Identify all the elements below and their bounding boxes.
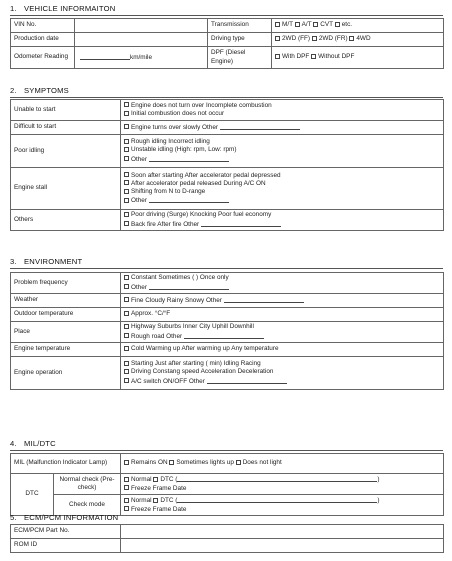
s3-options-4[interactable] (121, 343, 444, 357)
option-line[interactable] (124, 102, 440, 110)
section-2-rule (10, 97, 443, 98)
s2-options-3[interactable] (121, 168, 444, 210)
option-text: Soon after starting After accelerator pedal depressed (131, 171, 281, 179)
s2-options-1[interactable] (121, 121, 444, 135)
environment-table (10, 272, 444, 390)
check-mode-label: Check mode (54, 495, 121, 516)
checkbox-icon[interactable] (124, 346, 129, 351)
section-1-rule (10, 15, 443, 16)
option-text: Cold Warming up After warming up Any temperature (131, 345, 279, 353)
option-line[interactable] (124, 180, 440, 188)
option-text: Starting Just after starting ( min) Idling Racing (131, 360, 261, 368)
option-line[interactable] (124, 211, 440, 219)
s3-options-0[interactable] (121, 273, 444, 294)
option-text: Other (131, 197, 147, 205)
checkbox-icon[interactable] (124, 156, 129, 161)
option-text: Initial combustion does not occur (131, 110, 225, 117)
s3-label-0: Problem frequency (11, 273, 121, 294)
checkbox-icon[interactable] (124, 297, 129, 302)
odometer-field[interactable]: km/mile (75, 47, 208, 69)
option-text: Other (131, 155, 147, 163)
s3-options-5[interactable] (121, 357, 444, 390)
option-text: Fine Cloudy Rainy Snowy Other (131, 296, 222, 304)
checkbox-icon[interactable] (124, 198, 129, 203)
section-5-title: 5. ECM/PCM INFORMATION (10, 513, 119, 522)
option-line[interactable] (124, 377, 440, 386)
driving-type-options[interactable]: 2WD (FF) 2WD (FR) 4WD (272, 33, 444, 47)
option-text: Driving Constang speed Acceleration Deceleration (131, 368, 274, 376)
option-line[interactable] (124, 123, 440, 132)
option-line[interactable] (124, 310, 440, 318)
s2-label-1: Difficult to start (11, 121, 121, 135)
fill-line[interactable] (220, 123, 300, 130)
s2-options-2[interactable] (121, 135, 444, 168)
transmission-label: Transmission (208, 19, 272, 33)
s2-options-4[interactable] (121, 210, 444, 231)
checkbox-icon[interactable] (124, 221, 129, 226)
vin-field[interactable] (75, 19, 208, 33)
option-text: Rough road Other (131, 332, 183, 340)
section-3-title: 3. ENVIRONMENT (10, 257, 83, 266)
checkbox-icon[interactable] (124, 111, 129, 116)
checkbox-icon[interactable] (124, 212, 129, 217)
fill-line[interactable] (184, 332, 264, 339)
checkbox-icon[interactable] (124, 189, 129, 194)
dpf-options[interactable]: With DPF Without DPF (272, 47, 444, 69)
checkbox-icon[interactable] (124, 333, 129, 338)
s2-label-3: Engine stall (11, 168, 121, 210)
option-text: Constant Sometimes ( ) Once only (131, 274, 229, 282)
checkbox-icon[interactable] (124, 102, 129, 107)
option-text: A/C switch ON/OFF Other (131, 377, 205, 385)
option-line[interactable] (124, 146, 440, 154)
fill-line[interactable] (149, 155, 229, 162)
checkbox-icon[interactable] (124, 369, 129, 374)
odometer-label: Odometer Reading (11, 47, 75, 69)
s2-options-0[interactable] (121, 100, 444, 121)
s2-label-4: Others (11, 210, 121, 231)
s3-label-4: Engine temperature (11, 343, 121, 357)
option-line[interactable] (124, 274, 440, 282)
option-line[interactable] (124, 368, 440, 376)
checkbox-icon[interactable] (124, 172, 129, 177)
checkbox-icon[interactable] (124, 378, 129, 383)
fill-line[interactable] (207, 377, 287, 384)
normal-check-options[interactable]: Normal DTC ( ) Freeze Frame Date (121, 474, 444, 495)
s3-options-3[interactable] (121, 322, 444, 343)
symptoms-table (10, 99, 444, 231)
option-text: After accelerator pedal released During A/C ON (131, 179, 266, 187)
s3-label-5: Engine operation (11, 357, 121, 390)
normal-check-label: Normal check (Pre-check) (54, 474, 121, 495)
checkbox-icon[interactable] (124, 124, 129, 129)
fill-line[interactable] (149, 196, 229, 203)
option-text: Other (131, 283, 147, 291)
option-line[interactable] (124, 188, 440, 196)
option-text: Poor driving (Surge) Knocking Poor fuel economy (131, 211, 272, 219)
s3-label-3: Place (11, 322, 121, 343)
option-line[interactable] (124, 110, 440, 118)
option-text: Shifting from N to D-range (131, 188, 206, 195)
section-1-title: 1. VEHICLE INFORMAITON (10, 4, 116, 13)
option-line[interactable] (124, 196, 440, 205)
check-mode-options[interactable]: Normal DTC ( ) Freeze Frame Date (121, 495, 444, 516)
option-text: Approx. °C/°F (131, 310, 171, 318)
checkbox-icon[interactable] (124, 311, 129, 316)
option-line[interactable] (124, 172, 440, 180)
dpf-label: DPF (Diesel Engine) (208, 47, 272, 69)
production-date-field[interactable] (75, 33, 208, 47)
checkbox-icon[interactable] (124, 147, 129, 152)
s2-label-2: Poor idling (11, 135, 121, 168)
s3-label-2: Outdoor temperature (11, 308, 121, 322)
transmission-options[interactable]: M/T A/T CVT etc. (272, 19, 444, 33)
s3-label-1: Weather (11, 294, 121, 308)
option-line[interactable] (124, 332, 440, 341)
option-line[interactable] (124, 296, 440, 305)
ecm-part-field[interactable] (121, 525, 444, 539)
option-text: Engine does not turn over Incomplete combustion (131, 101, 272, 109)
fill-line[interactable] (224, 296, 304, 303)
dtc-label: DTC (11, 474, 54, 516)
section-3-rule (10, 268, 443, 269)
ecm-part-label: ECM/PCM Part No. (11, 525, 121, 539)
fill-line[interactable] (149, 283, 229, 290)
rom-id-label: ROM ID (11, 539, 121, 553)
checkbox-icon[interactable] (124, 139, 129, 144)
s2-label-0: Unable to start (11, 100, 121, 121)
checkbox-icon[interactable] (124, 324, 129, 329)
checkbox-icon[interactable] (124, 275, 129, 280)
fill-line[interactable] (201, 220, 281, 227)
option-line[interactable] (124, 345, 440, 353)
mil-options[interactable]: Remains ON Sometimes lights up Does not light (121, 454, 444, 474)
option-line[interactable] (124, 283, 440, 292)
ecm-info-table (10, 524, 444, 553)
section-4-title: 4. MIL/DTC (10, 439, 56, 448)
option-line[interactable] (124, 360, 440, 368)
mil-dtc-table (10, 453, 444, 516)
option-line[interactable] (124, 323, 440, 331)
option-text: Back fire After fire Other (131, 220, 200, 228)
option-text: Engine turns over slowly Other (131, 123, 219, 131)
vehicle-info-table (10, 18, 444, 69)
rom-id-field[interactable] (121, 539, 444, 553)
option-line[interactable] (124, 138, 440, 146)
option-line[interactable] (124, 220, 440, 229)
section-4-rule (10, 450, 443, 451)
option-text: Rough idling Incorrect idling (131, 138, 210, 146)
driving-type-label: Driving type (208, 33, 272, 47)
s3-options-2[interactable] (121, 308, 444, 322)
checkbox-icon[interactable] (124, 284, 129, 289)
option-text: Highway Suburbs Inner City Uphill Downhill (131, 323, 254, 331)
production-date-label: Production date (11, 33, 75, 47)
section-2-title: 2. SYMPTOMS (10, 86, 69, 95)
checkbox-icon[interactable] (124, 180, 129, 185)
option-text: Unstable idling (High: rpm, Low: rpm) (131, 146, 237, 154)
vin-label: VIN No. (11, 19, 75, 33)
option-line[interactable] (124, 155, 440, 164)
mil-label: MIL (Malfunction Indicator Lamp) (11, 454, 121, 474)
s3-options-1[interactable] (121, 294, 444, 308)
checkbox-icon[interactable] (124, 361, 129, 366)
